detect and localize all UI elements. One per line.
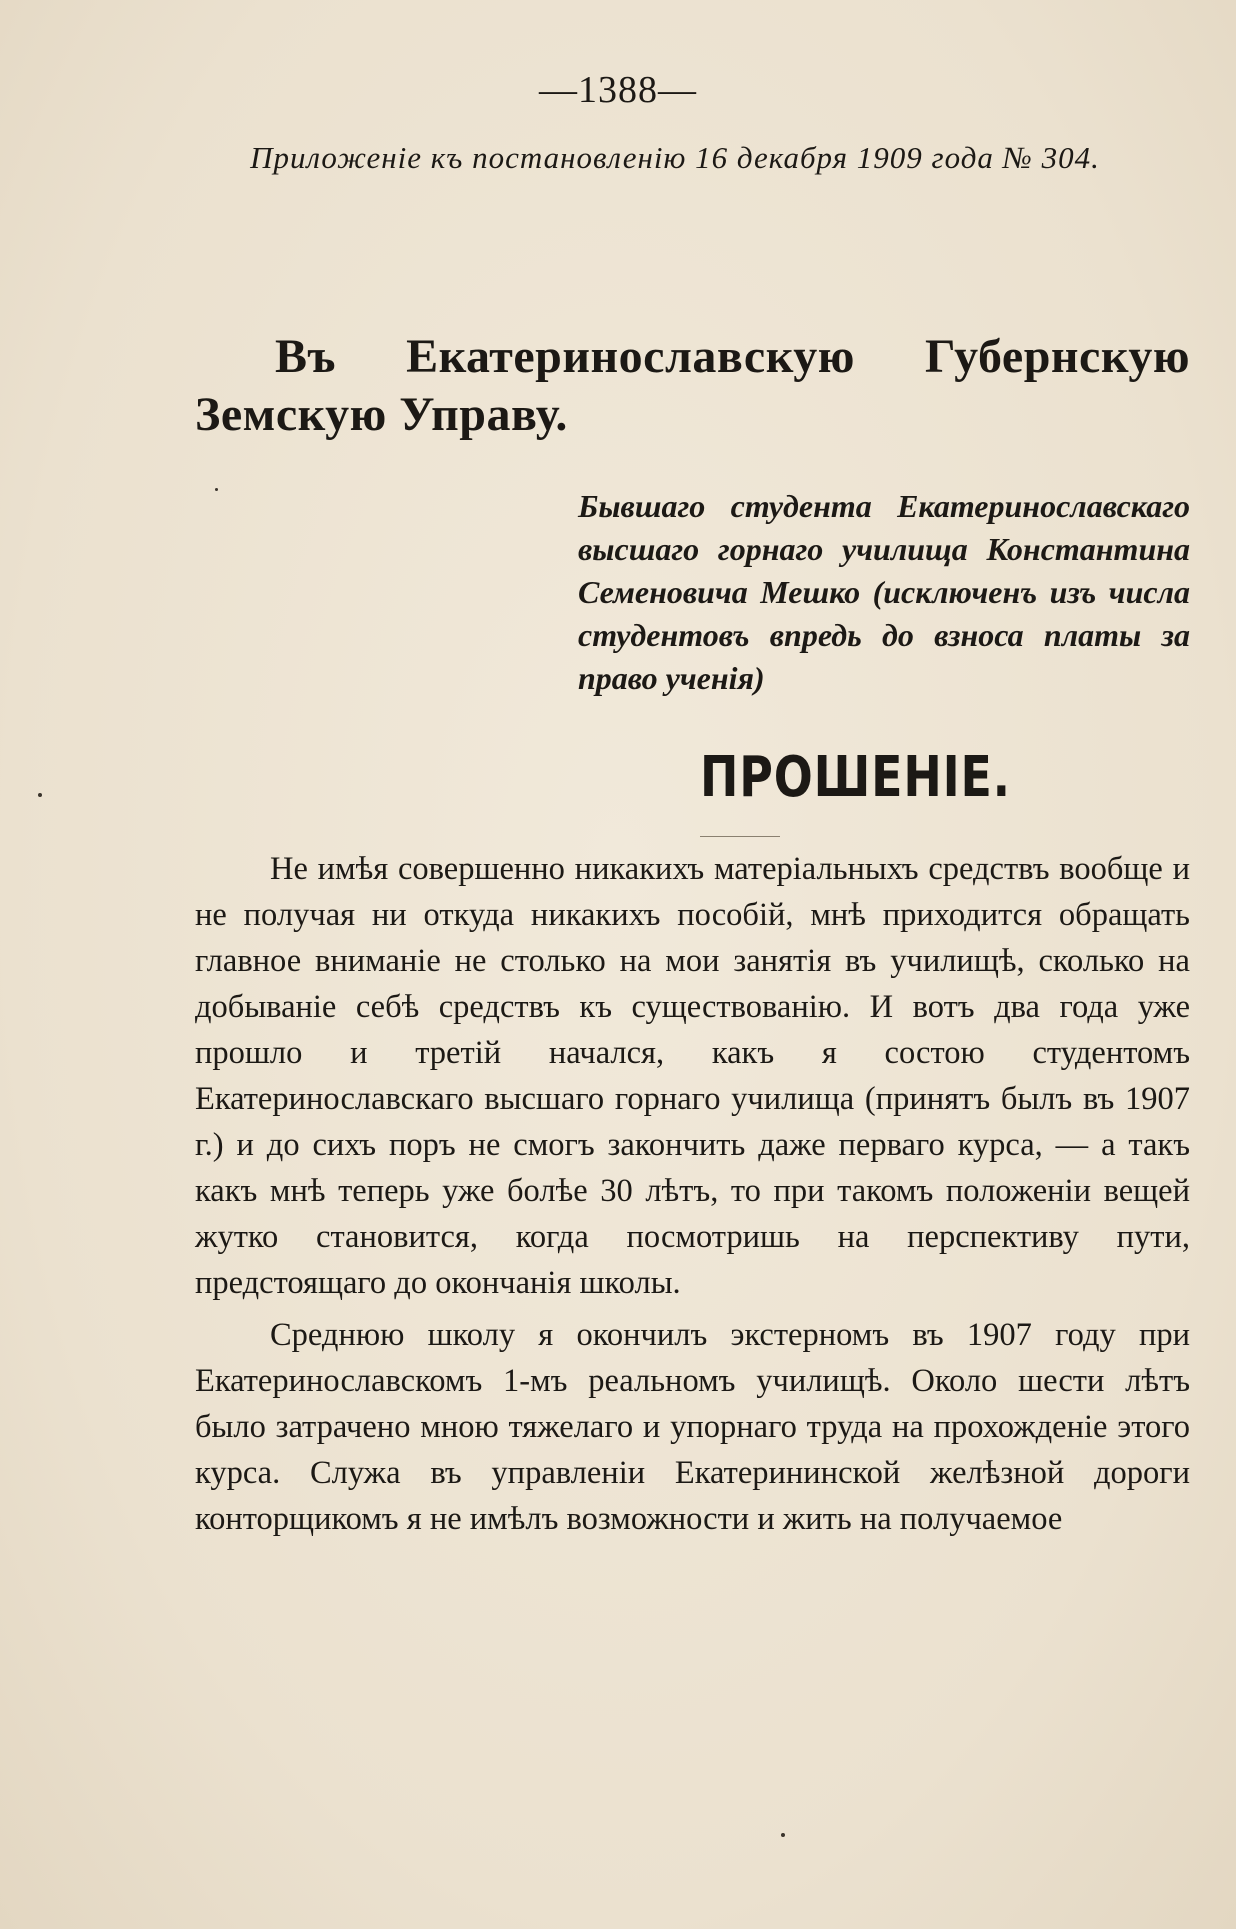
ink-speck (215, 488, 218, 491)
appendix-note: Приложеніе къ постановленію 16 декабря 1909 года № 304. (250, 140, 1100, 175)
petitioner-block: Бывшаго студента Екатеринославскаго высшаго горнаго училища Константина Семеновича Мешко (исключенъ изъ числа студентовъ впредь до взноса платы за право ученія) (578, 488, 1190, 696)
body-text (195, 846, 1190, 1542)
title-rule (700, 836, 780, 837)
petition-title: ПРОШЕНІЕ. (700, 745, 1011, 810)
paragraph-1: Не имѣя совершенно никакихъ матеріальныхъ средствъ вообще и не получая ни откуда никакихъ пособій, мнѣ приходится обращать главное вниманіе не столько на мои занятія въ училищѣ, сколько на добываніе себѣ средствъ къ существованію. И вотъ два года уже прошло и третій начался, какъ я состою студентомъ Екатеринославскаго высшаго горнаго училища (принятъ былъ въ 1907 г.) и до сихъ поръ не смогъ закончить даже перваго курса, — а такъ какъ мнѣ теперь уже болѣе 30 лѣтъ, то при такомъ положеніи вещей жутко становится, когда посмотришь на перспективу пути, предстоящаго до окончанія школы. (195, 851, 1190, 1301)
ink-speck (38, 793, 42, 797)
ink-speck (781, 1833, 785, 1837)
address-heading: Въ Екатеринославскую Губернскую Земскую Управу. (195, 330, 1190, 441)
paragraph-2: Среднюю школу я окончилъ экстерномъ въ 1907 году при Екатеринославскомъ 1-мъ реальномъ училищѣ. Около шести лѣтъ было затрачено мною тяжелаго и упорнаго труда на прохожденіе этого курса. Служа въ управленіи Екатерининской желѣзной дороги конторщикомъ я не имѣлъ возможности и жить на получаемое (195, 1317, 1190, 1537)
page-number: —1388— (539, 69, 697, 111)
